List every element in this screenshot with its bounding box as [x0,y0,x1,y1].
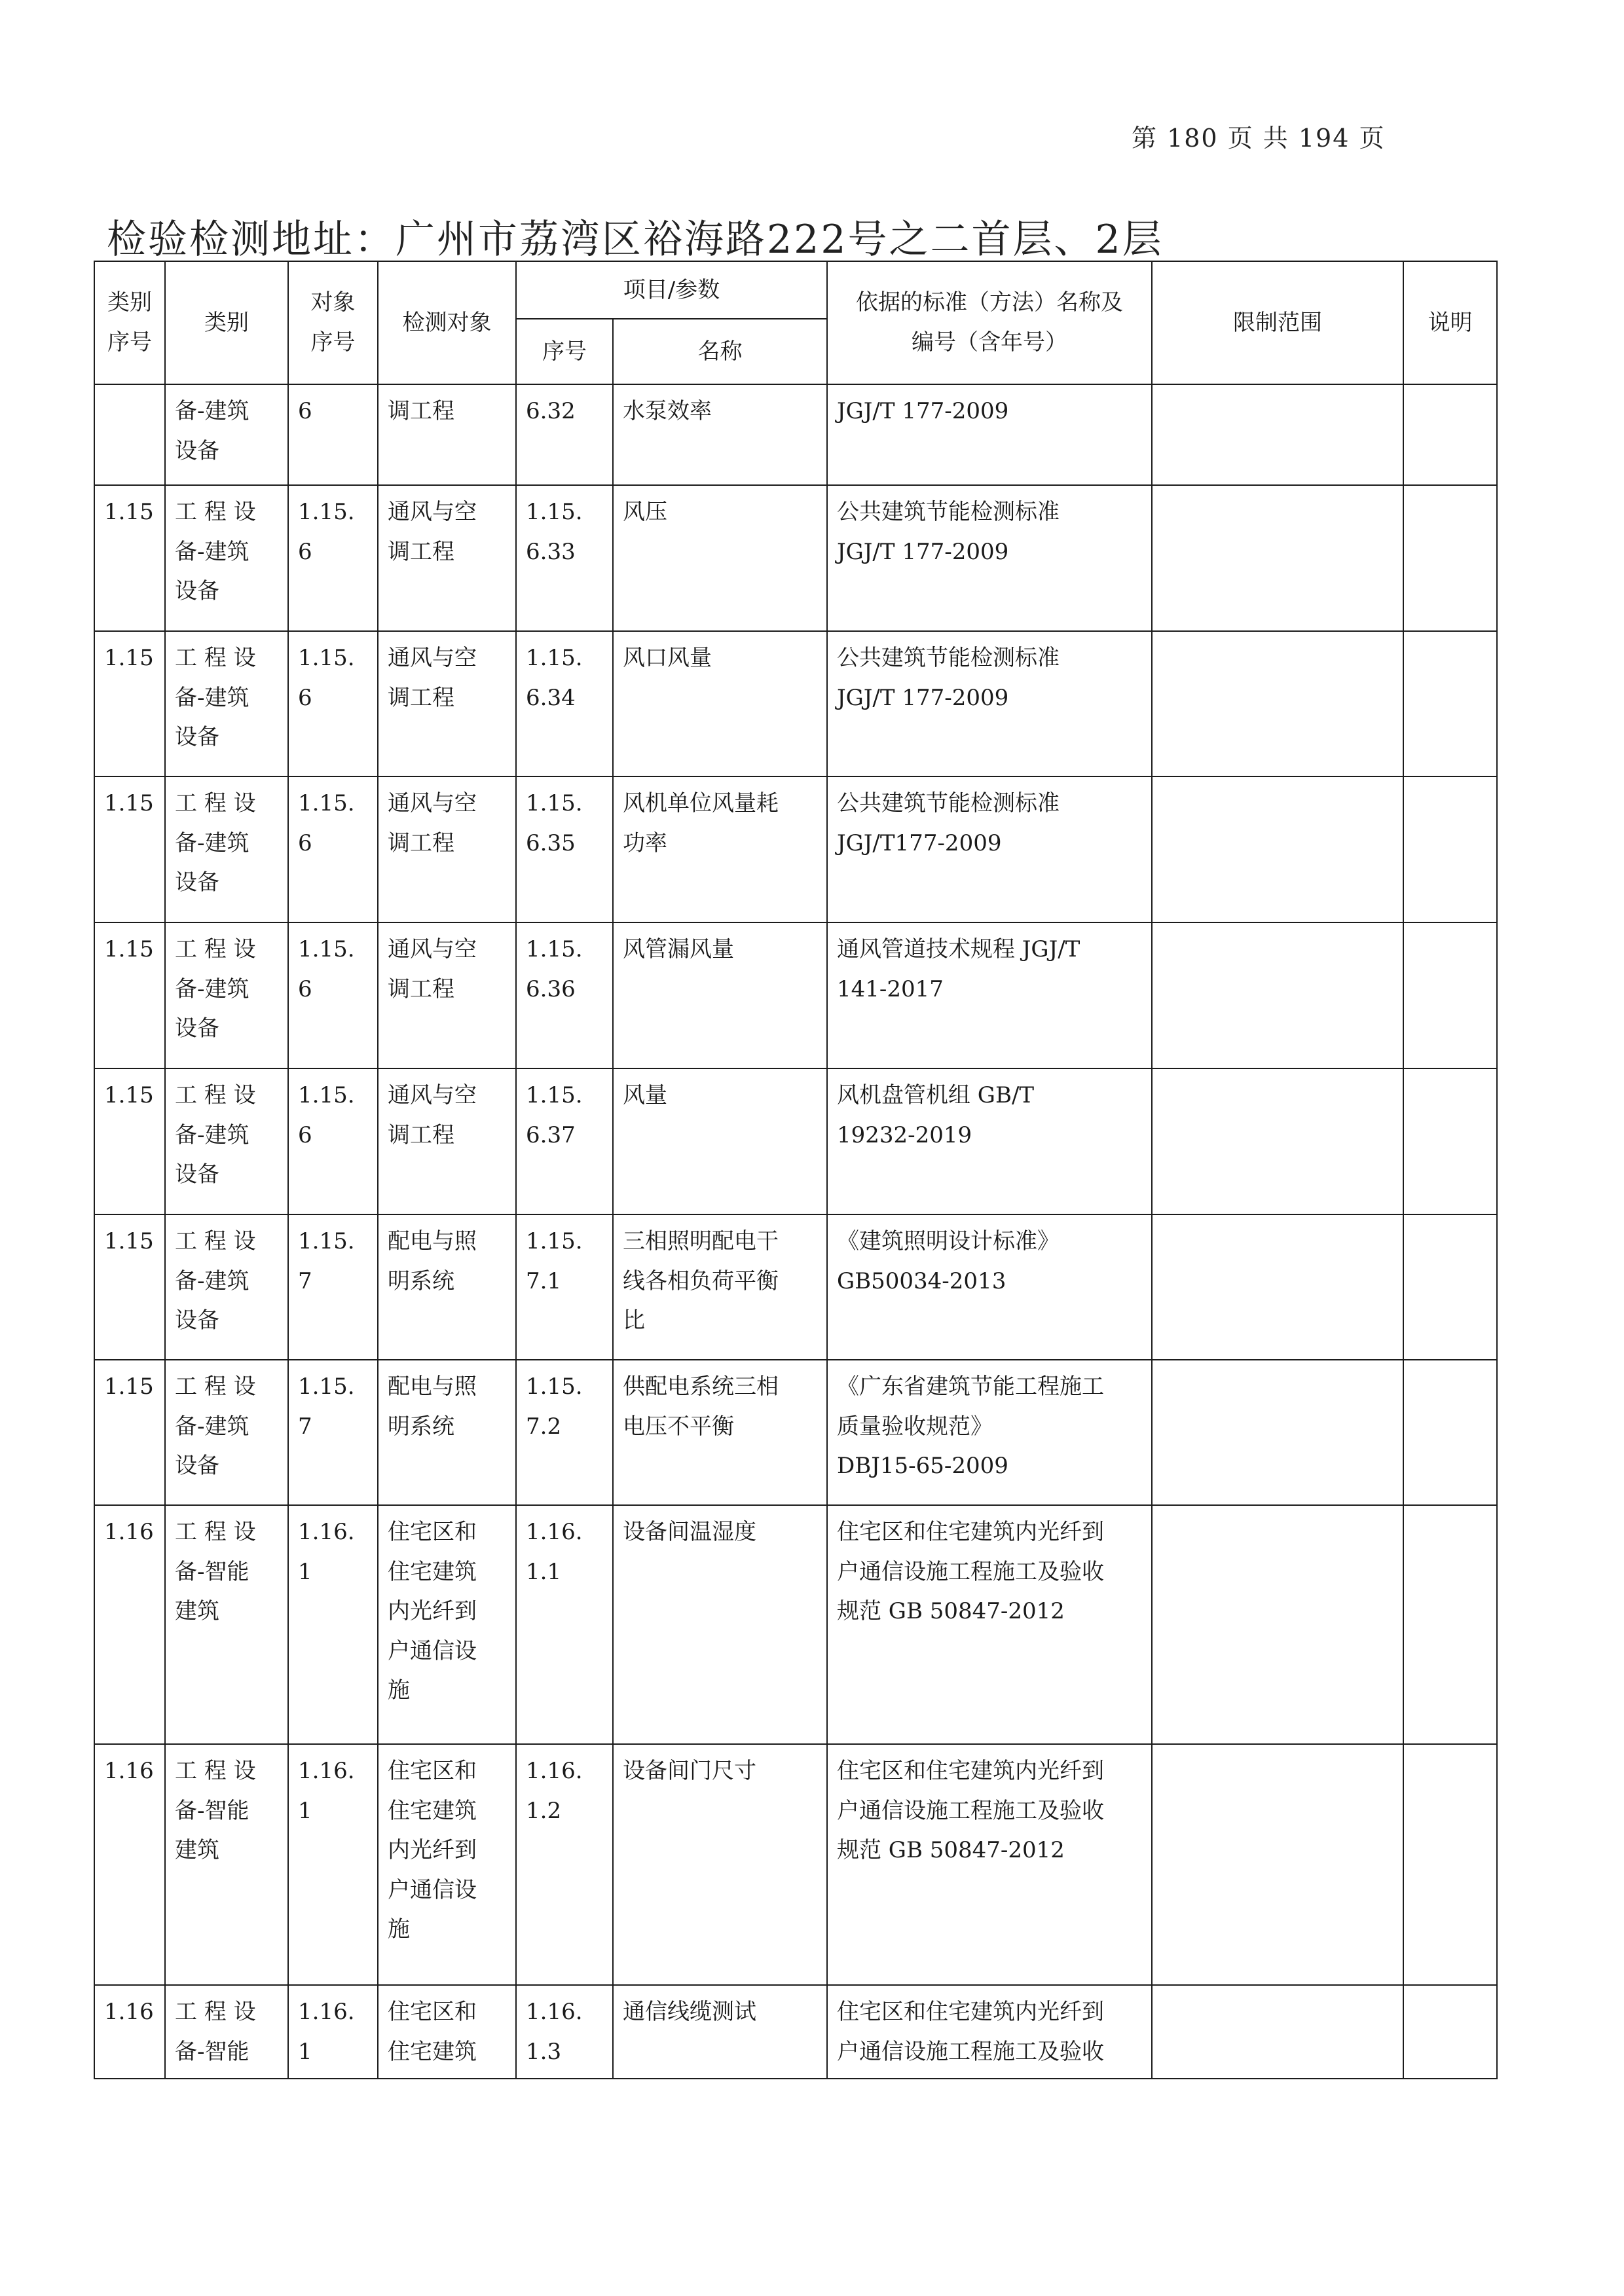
table-row [94,1214,1497,1360]
category-cell: 工 程 设 备-智能 [165,1985,288,2079]
category-cell: 工 程 设 备-智能 建筑 [165,1505,288,1744]
object-no-cell: 1.15. 6 [288,631,378,776]
standard-cell: 住宅区和住宅建筑内光纤到 户通信设施工程施工及验收 规范 GB 50847-2012 [827,1505,1152,1744]
note-cell [1403,1068,1497,1214]
category-cell: 工 程 设 备-建筑 设备 [165,776,288,922]
table-row [94,485,1497,631]
table-row [94,1505,1497,1744]
category-cell: 工 程 设 备-建筑 设备 [165,485,288,631]
item-name-cell: 三相照明配电干 线各相负荷平衡 比 [613,1214,827,1360]
table-row [94,776,1497,922]
object-no-cell: 1.15. 7 [288,1360,378,1505]
item-no-cell: 1.15. 6.34 [516,631,613,776]
category-no-cell: 1.15 [94,631,165,776]
category-cell: 工 程 设 备-建筑 设备 [165,631,288,776]
category-no-cell: 1.15 [94,776,165,922]
standard-cell: 《建筑照明设计标准》 GB50034-2013 [827,1214,1152,1360]
object-cell: 配电与照 明系统 [378,1360,516,1505]
testing-address: 检验检测地址：广州市荔湾区裕海路222号之二首层、2层 [107,217,1164,263]
standard-cell: 公共建筑节能检测标准 JGJ/T 177-2009 [827,485,1152,631]
header-item-name: 名称 [613,319,827,384]
note-cell [1403,1505,1497,1744]
header-object: 检测对象 [378,261,516,384]
object-cell: 通风与空 调工程 [378,1068,516,1214]
category-cell: 备-建筑 设备 [165,384,288,485]
standard-cell: 通风管道技术规程 JGJ/T 141-2017 [827,922,1152,1068]
header-category: 类别 [165,261,288,384]
item-name-cell: 风量 [613,1068,827,1214]
category-no-cell: 1.15 [94,922,165,1068]
category-no-cell: 1.15 [94,1214,165,1360]
category-no-cell: 1.16 [94,1985,165,2079]
standard-cell: 住宅区和住宅建筑内光纤到 户通信设施工程施工及验收 规范 GB 50847-2012 [827,1744,1152,1985]
object-no-cell: 1.15. 6 [288,1068,378,1214]
header-standard: 依据的标准（方法）名称及 编号（含年号） [827,261,1152,384]
object-cell: 住宅区和 住宅建筑 [378,1985,516,2079]
note-cell [1403,922,1497,1068]
limit-cell [1152,631,1403,776]
category-cell: 工 程 设 备-建筑 设备 [165,1360,288,1505]
note-cell [1403,1360,1497,1505]
standard-cell: 风机盘管机组 GB/T 19232-2019 [827,1068,1152,1214]
object-no-cell: 1.15. 6 [288,485,378,631]
item-name-cell: 风管漏风量 [613,922,827,1068]
object-cell: 住宅区和 住宅建筑 内光纤到 户通信设 施 [378,1744,516,1985]
item-no-cell: 6.32 [516,384,613,485]
table-row [94,384,1497,485]
object-cell: 调工程 [378,384,516,485]
category-no-cell: 1.16 [94,1744,165,1985]
standard-cell: 公共建筑节能检测标准 JGJ/T 177-2009 [827,631,1152,776]
item-no-cell: 1.15. 7.2 [516,1360,613,1505]
item-no-cell: 1.15. 7.1 [516,1214,613,1360]
object-no-cell: 1.16. 1 [288,1505,378,1744]
limit-cell [1152,1505,1403,1744]
category-cell: 工 程 设 备-智能 建筑 [165,1744,288,1985]
item-no-cell: 1.16. 1.2 [516,1744,613,1985]
object-cell: 住宅区和 住宅建筑 内光纤到 户通信设 施 [378,1505,516,1744]
item-name-cell: 水泵效率 [613,384,827,485]
note-cell [1403,631,1497,776]
table-row [94,631,1497,776]
standard-cell: JGJ/T 177-2009 [827,384,1152,485]
limit-cell [1152,384,1403,485]
table-row [94,1068,1497,1214]
category-no-cell: 1.15 [94,485,165,631]
note-cell [1403,1214,1497,1360]
object-cell: 配电与照 明系统 [378,1214,516,1360]
header-object-no: 对象 序号 [288,261,378,384]
standard-cell: 住宅区和住宅建筑内光纤到 户通信设施工程施工及验收 [827,1985,1152,2079]
category-no-cell: 1.15 [94,1068,165,1214]
category-cell: 工 程 设 备-建筑 设备 [165,922,288,1068]
object-cell: 通风与空 调工程 [378,922,516,1068]
item-name-cell: 风压 [613,485,827,631]
table-row [94,1360,1497,1505]
category-cell: 工 程 设 备-建筑 设备 [165,1214,288,1360]
object-cell: 通风与空 调工程 [378,631,516,776]
item-name-cell: 设备间温湿度 [613,1505,827,1744]
header-note: 说明 [1403,261,1497,384]
limit-cell [1152,1744,1403,1985]
category-cell: 工 程 设 备-建筑 设备 [165,1068,288,1214]
category-no-cell [94,384,165,485]
object-no-cell: 1.15. 6 [288,776,378,922]
object-cell: 通风与空 调工程 [378,485,516,631]
category-no-cell: 1.15 [94,1360,165,1505]
item-no-cell: 1.15. 6.33 [516,485,613,631]
header-item-no: 序号 [516,319,613,384]
accreditation-table [94,261,1498,2079]
note-cell [1403,1744,1497,1985]
limit-cell [1152,1985,1403,2079]
limit-cell [1152,922,1403,1068]
table-row [94,1985,1497,2079]
item-name-cell: 风口风量 [613,631,827,776]
item-no-cell: 1.15. 6.35 [516,776,613,922]
object-no-cell: 1.16. 1 [288,1985,378,2079]
header-category-no: 类别 序号 [94,261,165,384]
limit-cell [1152,1360,1403,1505]
limit-cell [1152,776,1403,922]
item-name-cell: 供配电系统三相 电压不平衡 [613,1360,827,1505]
limit-cell [1152,485,1403,631]
object-no-cell: 1.15. 7 [288,1214,378,1360]
category-no-cell: 1.16 [94,1505,165,1744]
item-name-cell: 风机单位风量耗 功率 [613,776,827,922]
header-limit: 限制范围 [1152,261,1403,384]
item-no-cell: 1.16. 1.1 [516,1505,613,1744]
standard-cell: 公共建筑节能检测标准 JGJ/T177-2009 [827,776,1152,922]
object-no-cell: 1.16. 1 [288,1744,378,1985]
note-cell [1403,776,1497,922]
note-cell [1403,485,1497,631]
note-cell [1403,1985,1497,2079]
limit-cell [1152,1068,1403,1214]
limit-cell [1152,1214,1403,1360]
item-no-cell: 1.15. 6.36 [516,922,613,1068]
item-name-cell: 通信线缆测试 [613,1985,827,2079]
page-number: 第 180 页 共 194 页 [1132,124,1386,153]
item-name-cell: 设备间门尺寸 [613,1744,827,1985]
object-no-cell: 6 [288,384,378,485]
item-no-cell: 1.16. 1.3 [516,1985,613,2079]
object-cell: 通风与空 调工程 [378,776,516,922]
standard-cell: 《广东省建筑节能工程施工 质量验收规范》 DBJ15-65-2009 [827,1360,1152,1505]
object-no-cell: 1.15. 6 [288,922,378,1068]
item-no-cell: 1.15. 6.37 [516,1068,613,1214]
table-row [94,1744,1497,1985]
table-row [94,922,1497,1068]
note-cell [1403,384,1497,485]
header-item-param: 项目/参数 [516,261,827,319]
